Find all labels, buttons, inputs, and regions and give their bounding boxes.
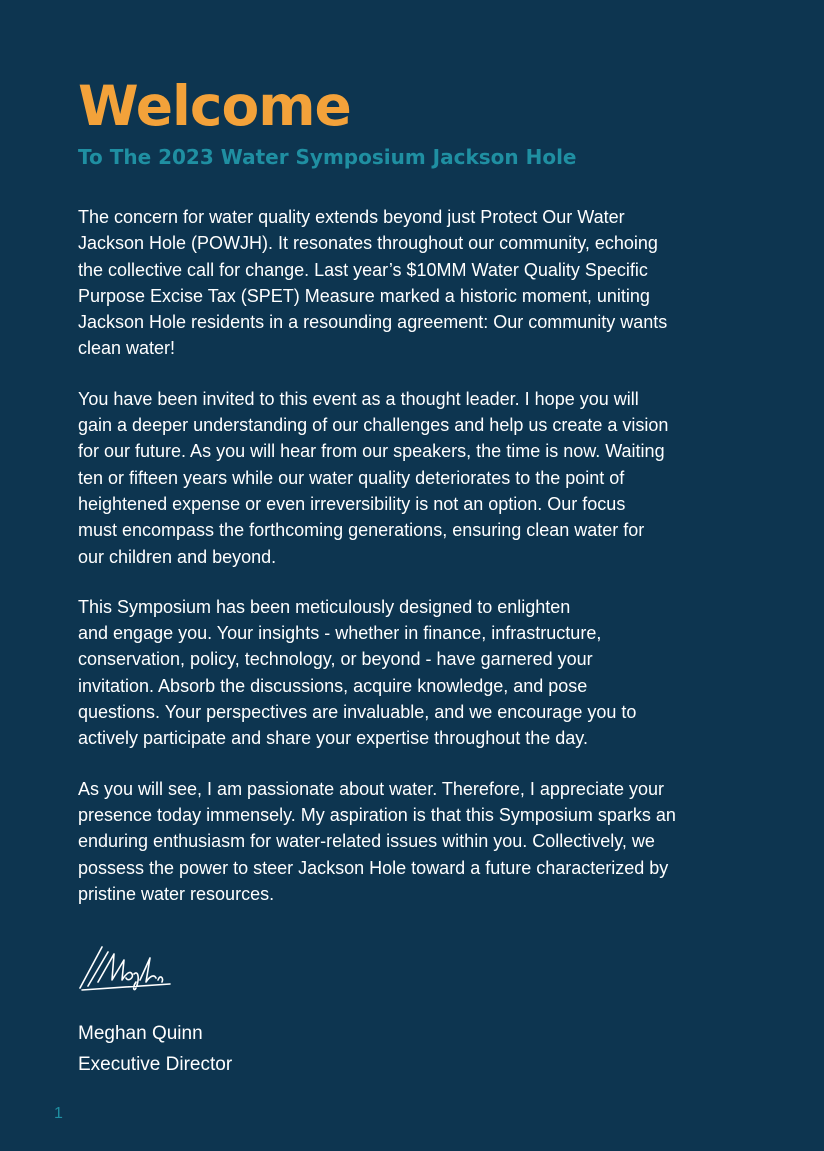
paragraph-line: As you will see, I am passionate about water. Therefore, I appreciate your	[78, 778, 664, 799]
paragraph-line: and engage you. Your insights - whether in finance, infrastructure,	[78, 623, 602, 644]
paragraph-line: actively participate and share your expertise throughout the day.	[78, 728, 588, 749]
paragraph-line: presence today immensely. My aspiration is that this Symposium sparks an	[78, 804, 676, 825]
paragraph-line: gain a deeper understanding of our challenges and help us create a vision	[78, 415, 669, 436]
paragraph-line: pristine water resources.	[78, 883, 275, 904]
signer-block	[78, 1018, 232, 1080]
paragraph-line: conservation, policy, technology, or beyond - have garnered your	[78, 649, 593, 670]
paragraph-line: must encompass the forthcoming generations, ensuring clean water for	[78, 520, 645, 541]
paragraph-line: The concern for water quality extends beyond just Protect Our Water	[78, 207, 625, 227]
paragraph-1	[78, 204, 758, 362]
letter-body	[78, 204, 758, 931]
paragraph-3	[78, 594, 758, 752]
paragraph-line: questions. Your perspectives are invaluable, and we encourage you to	[78, 702, 637, 723]
page-title: Welcome	[78, 74, 351, 138]
paragraph-line: clean water!	[78, 338, 176, 359]
paragraph-line: invitation. Absorb the discussions, acquire knowledge, and pose	[78, 675, 588, 696]
paragraph-line: Jackson Hole residents in a resounding agreement: Our community wants	[78, 312, 668, 333]
paragraph-line: heightened expense or even irreversibility is not an option. Our focus	[78, 493, 626, 514]
paragraph-line: enduring enthusiasm for water-related issues within you. Collectively, we	[78, 831, 655, 852]
paragraph-line: for our future. As you will hear from our speakers, the time is now. Waiting	[78, 441, 665, 462]
signer-name: Meghan Quinn	[78, 1023, 203, 1044]
paragraph-line: You have been invited to this event as a thought leader. I hope you will	[78, 388, 639, 409]
paragraph-line: our children and beyond.	[78, 546, 277, 567]
signer-role: Executive Director	[78, 1054, 233, 1075]
paragraph-line: ten or fifteen years while our water quality deteriorates to the point of	[78, 467, 625, 488]
paragraph-line: This Symposium has been meticulously designed to enlighten	[78, 596, 571, 617]
page-number: 1	[54, 1105, 63, 1122]
handwritten-signature	[78, 944, 174, 994]
page-subtitle: To The 2023 Water Symposium Jackson Hole	[78, 145, 577, 169]
paragraph-line: Purpose Excise Tax (SPET) Measure marked a historic moment, uniting	[78, 285, 650, 306]
paragraph-line: Jackson Hole (POWJH). It resonates throughout our community, echoing	[78, 233, 658, 254]
paragraph-2	[78, 386, 758, 570]
paragraph-line: possess the power to steer Jackson Hole toward a future characterized by	[78, 857, 669, 878]
paragraph-line: the collective call for change. Last year’s $10MM Water Quality Specific	[78, 259, 648, 280]
signature-icon	[78, 944, 174, 994]
paragraph-4	[78, 776, 758, 907]
